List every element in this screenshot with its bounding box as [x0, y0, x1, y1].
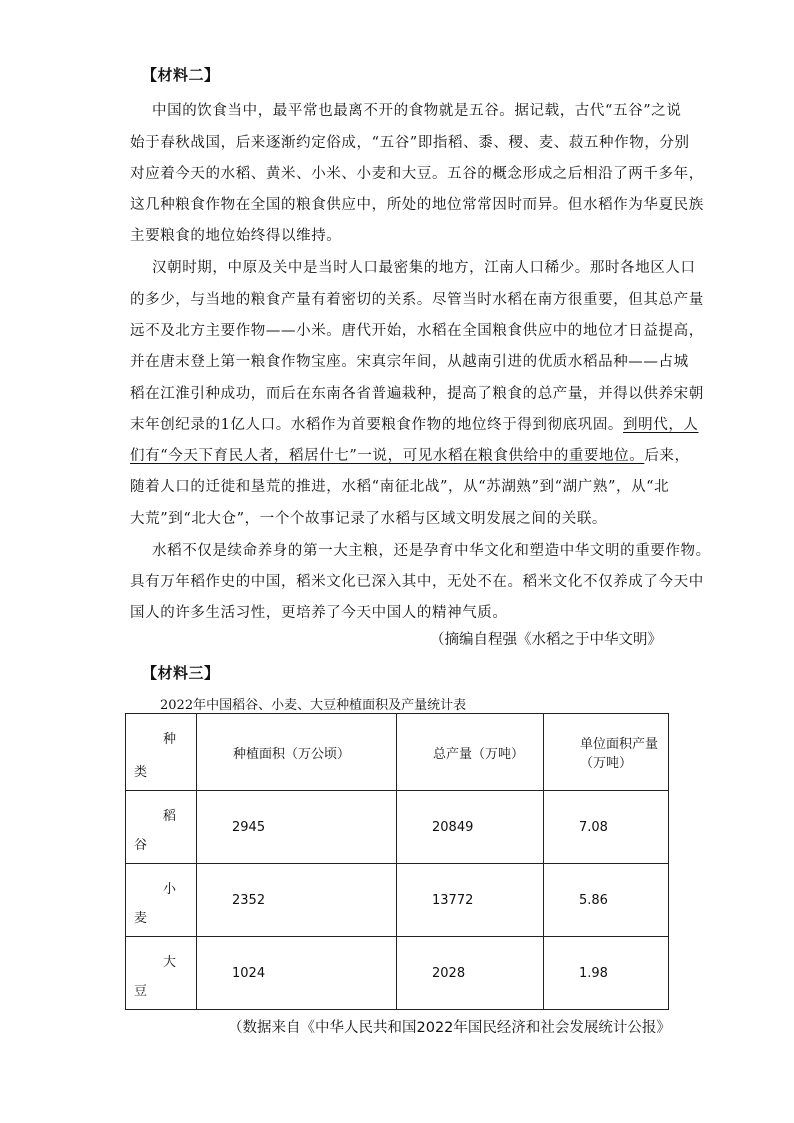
area-cell: 2945	[197, 791, 397, 864]
row-type-top: 稻	[162, 809, 176, 824]
yield-cell: 5.86	[544, 864, 669, 937]
paragraph-line: 具有万年稻作史的中国，稻米文化已深入其中，无处不在。稻米文化不仅养成了今天中	[130, 574, 704, 590]
table-row	[126, 791, 669, 864]
paragraph-line: 水稻不仅是续命养身的第一大主粮，还是孕育中华文化和塑造中华文明的重要作物。	[152, 543, 711, 559]
paragraph-line: 随着人口的迁徙和垦荒的推进，水稻“南征北战”，从“苏湖熟”到“湖广熟”，从“北	[130, 479, 670, 495]
paragraph-line: 这几种粮食作物在全国的粮食供应中，所处的地位常常因时而异。但水稻作为华夏民族	[130, 197, 704, 213]
row-type-cell	[126, 937, 197, 1010]
table-row	[126, 937, 669, 1010]
underlined-text: 到明代，人	[623, 417, 699, 433]
row-type-cell	[126, 864, 197, 937]
header-yield-cell: 单位面积产量（万吨）	[544, 714, 669, 791]
area-cell: 2352	[197, 864, 397, 937]
row-type-bottom: 豆	[134, 984, 148, 999]
underlined-text: 们有“今天下育民人者，稻居什七”一说，可见水稻在粮食供给中的重要地位。	[130, 448, 645, 464]
paragraph-line: 大荒”到“北大仓”，一个个故事记录了水稻与区域文明发展之间的关联。	[130, 511, 608, 527]
table-row	[126, 864, 669, 937]
paragraph-line: 稻在江淮引种成功，而后在东南各省普遍栽种，提高了粮食的总产量，并得以供养宋朝	[130, 386, 704, 402]
area-cell: 1024	[197, 937, 397, 1010]
paragraph-line: 主要粮食的地位始终得以维持。	[130, 228, 342, 244]
paragraph-line	[130, 444, 690, 465]
header-type-bottom: 类	[134, 765, 148, 780]
paragraph-line: 国人的许多生活习性，更培养了今天中国人的精神气质。	[130, 605, 508, 621]
material-two-heading: 【材料二】	[142, 66, 220, 84]
header-area-cell: 种植面积（万公顷）	[197, 714, 397, 791]
paragraph-text: 后来，	[644, 448, 690, 464]
table-caption: 2022年中国稻谷、小麦、大豆种植面积及产量统计表	[160, 698, 467, 713]
header-type-top: 种	[162, 732, 176, 747]
row-type-top: 小	[162, 882, 176, 897]
output-cell: 20849	[397, 791, 544, 864]
material-two-source: （摘编自程强《水稻之于中华文明》	[430, 632, 662, 648]
paragraph-line: 并在唐末登上第一粮食作物宝座。宋真宗年间，从越南引进的优质水稻品种——占城	[130, 354, 689, 370]
row-type-bottom: 谷	[134, 838, 148, 853]
paragraph-line: 中国的饮食当中，最平常也最离不开的食物就是五谷。据记载，古代“五谷”之说	[152, 103, 682, 119]
output-cell: 2028	[397, 937, 544, 1010]
yield-cell: 7.08	[544, 791, 669, 864]
paragraph-line: 汉朝时期，中原及关中是当时人口最密集的地方，江南人口稀少。那时各地区人口	[152, 260, 696, 276]
row-type-bottom: 麦	[134, 911, 148, 926]
material-three-source: （数据来自《中华人民共和国2022年国民经济和社会发展统计公报》	[228, 1020, 671, 1036]
header-type-cell	[126, 714, 197, 791]
paragraph-line: 的多少，与当地的粮食产量有着密切的关系。尽管当时水稻在南方很重要，但其总产量	[130, 292, 704, 308]
paragraph-line: 远不及北方主要作物——小米。唐代开始，水稻在全国粮食供应中的地位才日益提高，	[130, 323, 704, 339]
header-output-cell: 总产量（万吨）	[397, 714, 544, 791]
table-header-row	[126, 714, 669, 791]
paragraph-line: 对应着今天的水稻、黄米、小米、小麦和大豆。五谷的概念形成之后相沿了两千多年，	[130, 166, 704, 182]
paragraph-text: 末年创纪录的1亿人口。水稻作为首要粮食作物的地位终于得到彻底巩固。	[130, 417, 624, 433]
yield-cell: 1.98	[544, 937, 669, 1010]
statistics-table	[125, 713, 669, 1010]
row-type-cell	[126, 791, 197, 864]
paragraph-line: 始于春秋战国，后来逐渐约定俗成，“五谷”即指稻、黍、稷、麦、菽五种作物，分别	[130, 135, 690, 151]
output-cell: 13772	[397, 864, 544, 937]
row-type-top: 大	[162, 955, 176, 970]
material-three-heading: 【材料三】	[142, 664, 220, 682]
paragraph-line	[130, 413, 699, 434]
